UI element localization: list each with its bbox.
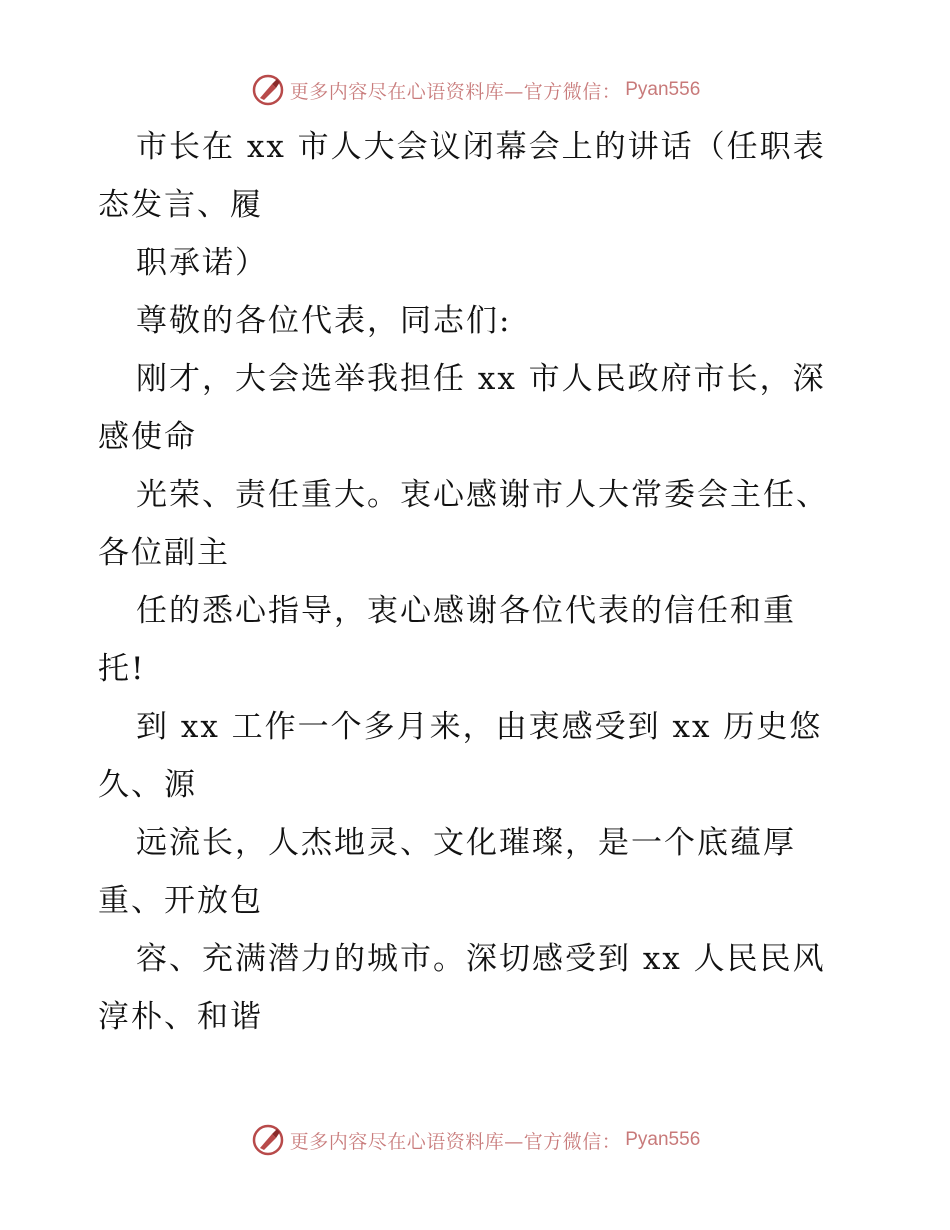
body-text-line: 职承诺） bbox=[136, 245, 268, 281]
body-text-line: 任的悉心指导，衷心感谢各位代表的信任和重 bbox=[136, 593, 796, 629]
document-body bbox=[98, 118, 888, 1046]
body-text-line: 淳朴、和谐 bbox=[98, 999, 263, 1035]
body-text-line: 久、源 bbox=[98, 767, 197, 803]
body-text-line: 远流长，人杰地灵、文化璀璨，是一个底蕴厚 bbox=[136, 825, 796, 861]
watermark-brand-text: 更多内容尽在心语资料库—官方微信： bbox=[289, 80, 622, 103]
body-text-line: 感使命 bbox=[98, 419, 197, 455]
watermark-wechat-id: Pyan556 bbox=[625, 79, 701, 100]
body-text-line: 尊敬的各位代表，同志们: bbox=[136, 303, 512, 339]
body-text-line: 重、开放包 bbox=[98, 883, 263, 919]
body-text-line: 托! bbox=[98, 651, 146, 687]
pen-nib-circle-icon bbox=[250, 72, 286, 108]
header-watermark bbox=[0, 70, 950, 110]
watermark-wechat-id: Pyan556 bbox=[625, 1129, 701, 1150]
body-text-line: 到 xx 工作一个多月来，由衷感受到 xx 历史悠 bbox=[136, 709, 823, 745]
body-text-line: 市长在 xx 市人大会议闭幕会上的讲话（任职表 bbox=[136, 129, 826, 165]
pen-nib-circle-icon bbox=[250, 1122, 286, 1158]
body-text-line: 各位副主 bbox=[98, 535, 230, 571]
body-text-line: 光荣、责任重大。衷心感谢市人大常委会主任、 bbox=[136, 477, 829, 513]
watermark-brand-text: 更多内容尽在心语资料库—官方微信： bbox=[289, 1130, 622, 1153]
footer-watermark bbox=[0, 1120, 950, 1160]
body-text-line: 刚才，大会选举我担任 xx 市人民政府市长，深 bbox=[136, 361, 826, 397]
body-text-line: 容、充满潜力的城市。深切感受到 xx 人民民风 bbox=[136, 941, 826, 977]
body-text-line: 态发言、履 bbox=[98, 187, 263, 223]
